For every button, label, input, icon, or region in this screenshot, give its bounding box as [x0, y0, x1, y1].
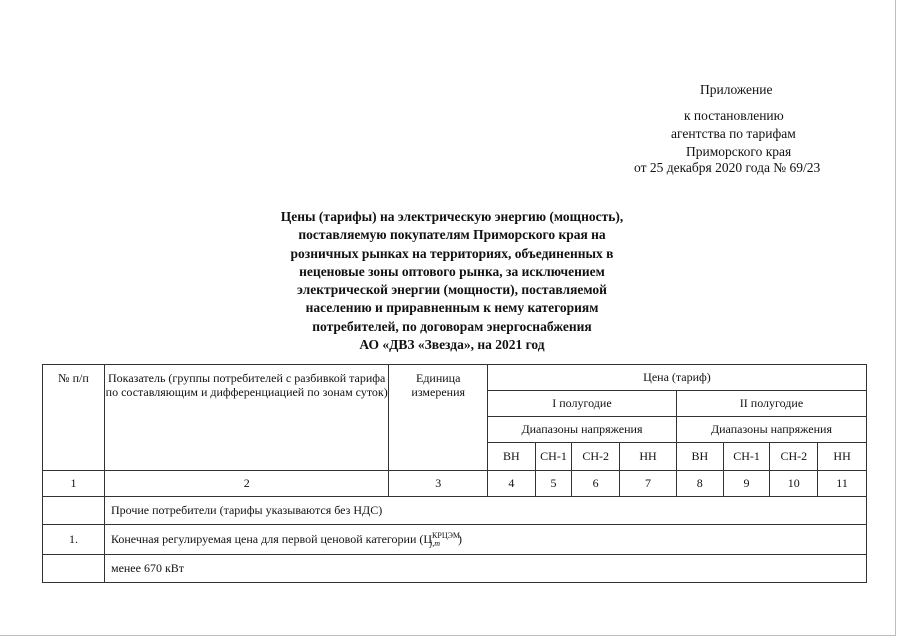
title-line: розничных рынках на территориях, объединенных в	[290, 245, 614, 261]
row-other-consumers: Прочие потребители (тарифы указываются без НДС)	[104, 497, 866, 525]
formula-sub: j,m	[430, 539, 441, 549]
row-1-label	[104, 525, 866, 555]
voltage-cell: СН-1	[723, 443, 770, 471]
row-1-number: 1.	[43, 525, 105, 555]
column-number: 4	[487, 471, 535, 497]
column-number: 11	[818, 471, 867, 497]
title-line: Цены (тарифы) на электрическую энергию (мощность),	[280, 209, 624, 224]
appendix-line-3: Приморского края	[686, 144, 792, 159]
column-number: 6	[572, 471, 620, 497]
column-number: 2	[104, 471, 388, 497]
voltage-cell: НН	[620, 443, 677, 471]
header-indicator: Показатель (группы потребителей с разбивкой тарифа по составляющим и дифференциацией по зонам суток)	[104, 365, 388, 471]
column-number: 3	[389, 471, 488, 497]
row-2-label: менее 670 кВт	[104, 555, 866, 583]
empty-cell	[43, 555, 105, 583]
voltage-cell: ВН	[487, 443, 535, 471]
title-line: потребителей, по договорам энергоснабжения	[312, 318, 592, 334]
title-line: населению и приравненным к нему категориям	[305, 300, 599, 316]
empty-cell	[43, 497, 105, 525]
title-line: поставляемую покупателям Приморского края на	[298, 227, 606, 243]
column-number: 10	[770, 471, 818, 497]
formula-sup: КРЦЭМ	[432, 530, 461, 540]
header-price: Цена (тариф)	[487, 365, 866, 391]
formula-close: )	[458, 531, 463, 546]
appendix-line-1: к постановлению	[684, 108, 784, 123]
column-number: 7	[620, 471, 677, 497]
title-line: неценовые зоны оптового рынка, за исключением	[299, 263, 605, 279]
column-number: 9	[723, 471, 770, 497]
header-ranges-1: Диапазоны напряжения	[487, 417, 676, 443]
voltage-cell: СН-2	[572, 443, 620, 471]
formula-open: (Ц	[419, 531, 433, 546]
row-1-formula	[419, 530, 463, 549]
appendix-line-4: от 25 декабря 2020 года № 69/23	[634, 160, 821, 175]
header-unit: Единица измерения	[389, 365, 488, 471]
tariff-table	[42, 364, 867, 583]
appendix-title: Приложение	[700, 82, 773, 97]
column-number: 1	[43, 471, 105, 497]
appendix-line-2: агентства по тарифам	[671, 126, 796, 141]
header-num: № п/п	[43, 365, 105, 471]
row-1-text: Конечная регулируемая цена для первой ценовой категории	[110, 531, 417, 546]
column-number: 5	[535, 471, 572, 497]
header-half-2: II полугодие	[676, 391, 866, 417]
voltage-cell: СН-2	[770, 443, 818, 471]
title-line: электрической энергии (мощности), поставляемой	[297, 282, 607, 298]
voltage-cell: СН-1	[535, 443, 572, 471]
document-title	[222, 208, 682, 354]
header-half-1: I полугодие	[487, 391, 676, 417]
voltage-cell: ВН	[676, 443, 723, 471]
header-ranges-2: Диапазоны напряжения	[676, 417, 866, 443]
title-line: АО «ДВЗ «Звезда», на 2021 год	[359, 337, 545, 353]
voltage-cell: НН	[818, 443, 867, 471]
column-number: 8	[676, 471, 723, 497]
